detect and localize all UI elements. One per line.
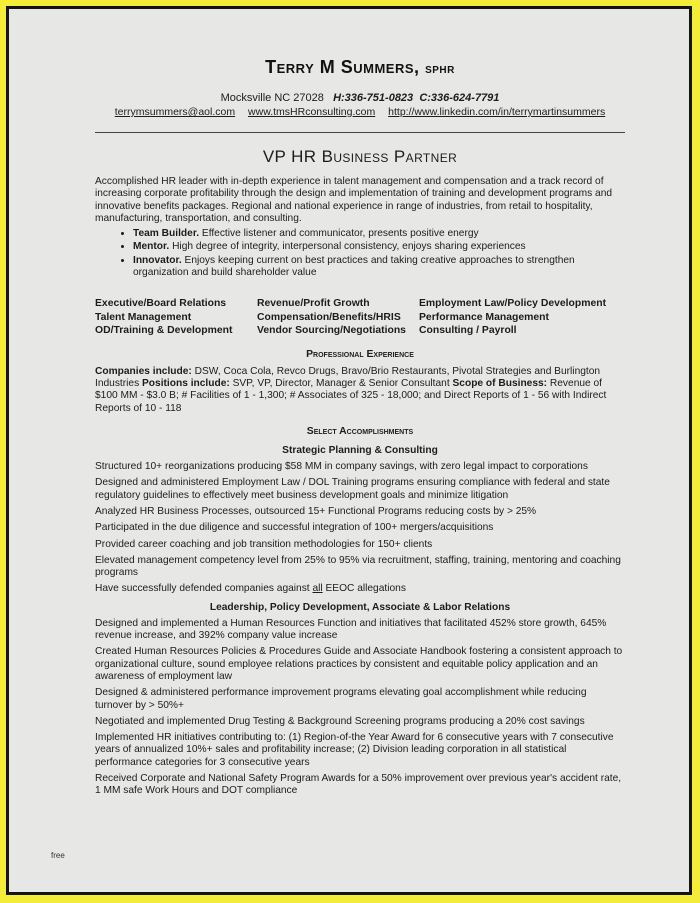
skill-item: OD/Training & Development (95, 325, 233, 337)
skill-item: Executive/Board Relations (95, 298, 227, 310)
scope-label: Scope of Business: (452, 378, 548, 390)
trait-item (133, 241, 625, 253)
linkedin-link[interactable]: http://www.linkedin.com/in/terrymartinsummers (388, 106, 606, 118)
experience-summary (95, 366, 625, 415)
group-title-strategic: Strategic Planning & Consulting (282, 445, 438, 457)
header-divider (95, 132, 625, 133)
positions-label: Positions include: (142, 378, 230, 390)
accomplishments-title: Select Accomplishments (306, 426, 414, 438)
resume-page (9, 9, 689, 892)
accomplishment-item: Analyzed HR Business Processes, outsourced 15+ Functional Programs reducing costs by > 25% (95, 505, 537, 517)
traits-list (95, 228, 625, 279)
home-phone: H:336-751-0823 (333, 92, 414, 104)
accomplishment-item: Participated in the due diligence and successful integration of 100+ mergers/acquisitions (95, 522, 494, 534)
eeoc-text: Have successfully defended companies against (95, 583, 313, 595)
scope-text: Revenue of $100 MM - $3.0 B; # Facilities of 1 - 1,300; # Associates of 325 - 18,000; and Direct Reports of 1 - 56 with Indirect Reports of 10 - 118 (95, 378, 607, 414)
trait-label: Mentor. (133, 241, 170, 253)
skill-item: Talent Management (95, 311, 192, 323)
skill-item: Revenue/Profit Growth (257, 298, 370, 310)
cell-phone: C:336-624-7791 (419, 92, 500, 104)
accomplishment-item: Implemented HR initiatives contributing to: (1) Region-of-the Year Award for 6 consecutive years with 7 consecutive years of annualized 10%+ sales and profitability increase; (2) Division leading corporation in all statistical performance categories for 3 consecutive years (95, 732, 614, 768)
page-frame (6, 6, 692, 895)
trait-item (133, 228, 625, 240)
accomplishment-item: Negotiated and implemented Drug Testing & Background Screening programs producing a 20% cost savings (95, 715, 585, 727)
skill-item: Employment Law/Policy Development (419, 298, 607, 310)
credential: SPHR (425, 65, 455, 76)
trait-text: Effective listener and communicator, presents positive energy (201, 228, 479, 240)
skill-item: Vendor Sourcing/Negotiations (257, 325, 406, 337)
skill-item: Compensation/Benefits/HRIS (257, 311, 401, 323)
experience-title: Professional Experience (306, 348, 414, 360)
links-line (95, 106, 625, 119)
footer-label: free (51, 851, 65, 860)
accomplishment-item: Structured 10+ reorganizations producing $58 MM in company savings, with zero legal impact to corporations (95, 461, 588, 473)
website-link[interactable]: www.tmsHRconsulting.com (248, 106, 376, 118)
accomplishment-item: Designed and implemented a Human Resources Function and initiatives that facilitated 452% store growth, 645% revenue increase, and 392% company value increase (95, 617, 607, 642)
location: Mocksville NC 27028 (220, 92, 324, 104)
accomplishment-item: Provided career coaching and job transition methodologies for 150+ clients (95, 538, 433, 550)
trait-text: Enjoys keeping current on best practices and taking creative approaches to strengthen organization and build shareholder value (133, 254, 575, 279)
email-link[interactable]: terrymsummers@aol.com (114, 106, 236, 118)
headline: VP HR Business Partner (262, 147, 458, 166)
companies-text: DSW, Coca Cola, Revco Drugs, Bravo/Brio Restaurants, Pivotal Strategies and Burlington Industries (95, 365, 601, 390)
name-text: Terry M Summers, (265, 57, 420, 77)
skill-item: Performance Management (419, 311, 549, 323)
trait-item (133, 255, 625, 280)
eeoc-text-end: EEOC allegations (322, 583, 406, 595)
resume-content (95, 55, 625, 798)
accomplishment-item: Designed & administered performance improvement programs elevating goal accomplishment while reducing turnover by > 50%+ (95, 687, 587, 711)
contact-line (95, 91, 625, 105)
accomplishment-item: Elevated management competency level from 25% to 95% via recruitment, staffing, training, mentoring and coaching programs (95, 554, 621, 579)
skills-grid (95, 297, 625, 338)
accomplishment-item: Created Human Resources Policies & Procedures Guide and Associate Handbook fostering a consistent approach to organizational culture, sound employee relations practices by consistent and equitable policy application and an awareness of employment law (95, 646, 623, 682)
candidate-name (95, 55, 625, 83)
trait-label: Innovator. (133, 254, 182, 266)
trait-text: High degree of integrity, interpersonal consistency, enjoys sharing experiences (172, 241, 526, 253)
accomplishment-item: Received Corporate and National Safety Program Awards for a 50% improvement over previous year's accident rate, 1 MM safe Work Hours and DOT compliance (95, 773, 622, 797)
summary: Accomplished HR leader with in-depth experience in talent management and compensation and a track record of increasing corporate profitability through the design and implementation of training and development programs and innovative benefits packages. Regional and national experience in range of industries, from retail to hospitality, manufacturing, transportation, and consulting. (95, 176, 613, 224)
companies-label: Companies include: (95, 365, 192, 377)
positions-text: SVP, VP, Director, Manager & Senior Consultant (232, 378, 450, 390)
group-title-leadership: Leadership, Policy Development, Associate & Labor Relations (209, 601, 511, 613)
skill-item: Consulting / Payroll (419, 325, 517, 337)
trait-label: Team Builder. (133, 228, 200, 240)
eeoc-emphasis: all (312, 583, 323, 595)
accomplishment-item: Designed and administered Employment Law / DOL Training programs ensuring compliance with federal and state regulatory guidelines to effectively meet business development goals and minimize litigation (95, 477, 610, 501)
accomplishment-item-eeoc (95, 583, 625, 595)
